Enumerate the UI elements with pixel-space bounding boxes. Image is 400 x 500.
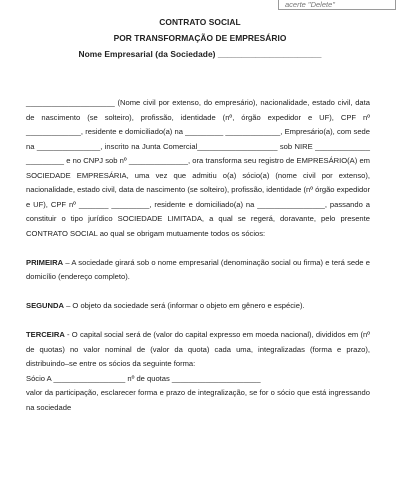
paragraph-spacer — [26, 241, 370, 256]
clause-primeira-text: – A sociedade girará sob o nome empresarial (denominação social ou firma) e terá sede e domicílio (endereço completo). — [26, 257, 370, 281]
clause-segunda — [26, 299, 370, 314]
document-title: CONTRATO SOCIAL — [159, 17, 241, 27]
clause-terceira-socio-line: Sócio A _________________ nº de quotas _____________________ — [26, 373, 261, 383]
paragraph-spacer — [26, 314, 370, 329]
document-body — [26, 96, 370, 415]
clause-primeira-lead: PRIMEIRA — [26, 257, 64, 267]
corner-note: acerte "Delete" — [278, 0, 396, 10]
clause-segunda-text: – O objeto da sociedade será (informar o objeto em gênero e espécie). — [63, 301, 305, 310]
clause-terceira-lead: TERCEIRA — [26, 330, 65, 339]
clause-terceira-text: - O capital social será de (valor do capital expresso em moeda nacional), divididos em (nº de quotas) no valor nominal de (valor da quota) cada uma, integralizadas (forma e prazo), distribuindo–se entre os sócios da seguinte forma: — [26, 330, 370, 368]
clause-segunda-lead: SEGUNDA — [26, 301, 64, 310]
company-name-line: Nome Empresarial (da Sociedade) ______________________ — [78, 49, 322, 59]
clause-primeira — [26, 256, 370, 285]
paragraph-spacer — [26, 285, 370, 300]
document-header — [0, 17, 400, 60]
document-subtitle: POR TRANSFORMAÇÃO DE EMPRESÁRIO — [113, 33, 287, 43]
clause-terceira — [26, 328, 370, 372]
clause-terceira-final-text: valor da participação, esclarecer forma e prazo de integralização, se for o sócio que está ingressando na sociedade — [26, 388, 370, 412]
preamble-paragraph: _____________________ (Nome civil por extenso, do empresário), nacionalidade, estado civil, data de nascimento (se solteiro), profissão, identidade (nº, órgão expedidor e UF), CPF nº _____________, residente e domiciliado(a) na _________ _____________, Empresário(a), com sede na _______________, inscrito na Junta Comercial___________________ sob NIRE _____________ _________ e no CNPJ sob nº ______________, ora transforma seu registro de EMPRESÁRIO(A) em SOCIEDADE EMPRESÁRIA, uma vez que admitiu o(a) sócio(a) (nome civil por extenso), nacionalidade, estado civil, data de nascimento (se solteiro), profissão, identidade (nº órgão expedidor e UF), CPF nº _______ _________, residente e domiciliado(a) na ________________, passando a constituir o tipo jurídico SOCIEDADE LIMITADA, a qual se regerá, doravante, pelo presente CONTRATO SOCIAL ao qual se obrigam mutuamente todos os sócios: — [26, 98, 370, 238]
